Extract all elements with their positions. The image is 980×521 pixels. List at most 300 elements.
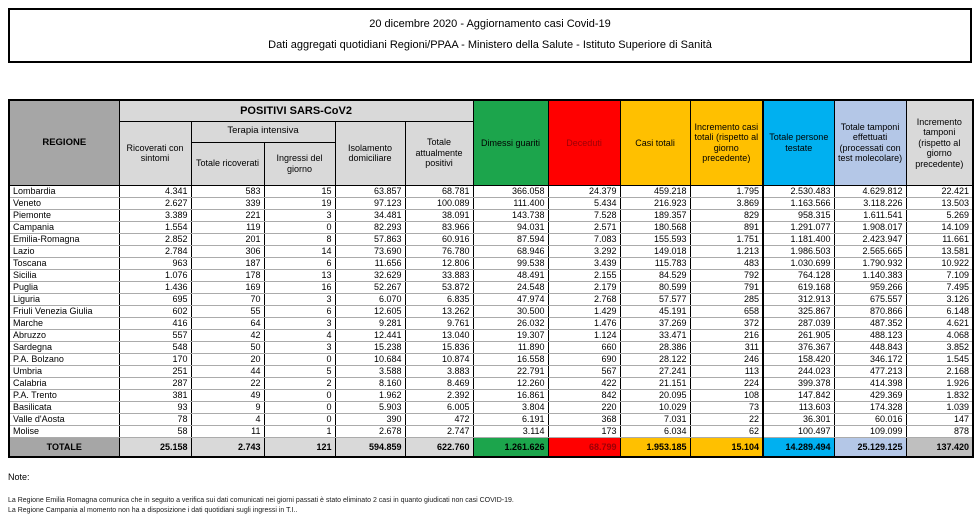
- value-cell: 174.328: [834, 401, 906, 413]
- value-cell: 1.163.566: [763, 197, 834, 209]
- report-source-line: Dati aggregati quotidiani Regioni/PPAA - Ministero della Salute - Istituto Superiore di Sanità: [268, 39, 712, 51]
- value-cell: 1.790.932: [834, 257, 906, 269]
- value-cell: 100.497: [763, 425, 834, 437]
- value-cell: 9.281: [335, 317, 405, 329]
- value-cell: 10.684: [335, 353, 405, 365]
- value-cell: 143.738: [473, 209, 548, 221]
- value-cell: 3.126: [906, 293, 973, 305]
- value-cell: 376.367: [763, 341, 834, 353]
- header-regione: REGIONE: [9, 100, 119, 185]
- value-cell: 1.476: [548, 317, 620, 329]
- region-name: Calabria: [9, 377, 119, 389]
- value-cell: 2.565.665: [834, 245, 906, 257]
- value-cell: 0: [264, 221, 335, 233]
- value-cell: 38.091: [405, 209, 473, 221]
- region-name: Toscana: [9, 257, 119, 269]
- region-name: Piemonte: [9, 209, 119, 221]
- header-persone-testate: Totale persone testate: [763, 100, 834, 185]
- value-cell: 12.441: [335, 329, 405, 341]
- total-value-cell: 2.743: [191, 437, 264, 457]
- value-cell: 311: [690, 341, 763, 353]
- value-cell: 57.577: [620, 293, 690, 305]
- value-cell: 1.076: [119, 269, 191, 281]
- value-cell: 958.315: [763, 209, 834, 221]
- value-cell: 488.123: [834, 329, 906, 341]
- value-cell: 10.922: [906, 257, 973, 269]
- value-cell: 60.016: [834, 413, 906, 425]
- value-cell: 155.593: [620, 233, 690, 245]
- value-cell: 1.545: [906, 353, 973, 365]
- table-row: [9, 233, 973, 245]
- region-name: Emilia-Romagna: [9, 233, 119, 245]
- value-cell: 220: [548, 401, 620, 413]
- value-cell: 187: [191, 257, 264, 269]
- value-cell: 49: [191, 389, 264, 401]
- value-cell: 42: [191, 329, 264, 341]
- total-value-cell: 121: [264, 437, 335, 457]
- value-cell: 285: [690, 293, 763, 305]
- value-cell: 80.599: [620, 281, 690, 293]
- value-cell: 312.913: [763, 293, 834, 305]
- value-cell: 5: [264, 365, 335, 377]
- value-cell: 1.291.077: [763, 221, 834, 233]
- header-ingressi-giorno: Ingressi del giorno: [264, 142, 335, 185]
- value-cell: 73.690: [335, 245, 405, 257]
- region-name: Sardegna: [9, 341, 119, 353]
- table-body: [9, 185, 973, 457]
- value-cell: 2.678: [335, 425, 405, 437]
- value-cell: 891: [690, 221, 763, 233]
- value-cell: 221: [191, 209, 264, 221]
- header-totale-ricoverati: Totale ricoverati: [191, 142, 264, 185]
- value-cell: 1.039: [906, 401, 973, 413]
- value-cell: 325.867: [763, 305, 834, 317]
- table-row: [9, 317, 973, 329]
- value-cell: 16.558: [473, 353, 548, 365]
- value-cell: 14.109: [906, 221, 973, 233]
- value-cell: 216: [690, 329, 763, 341]
- value-cell: 27.241: [620, 365, 690, 377]
- value-cell: 658: [690, 305, 763, 317]
- value-cell: 3.114: [473, 425, 548, 437]
- value-cell: 2.852: [119, 233, 191, 245]
- value-cell: 6.034: [620, 425, 690, 437]
- value-cell: 1.030.699: [763, 257, 834, 269]
- value-cell: 2: [264, 377, 335, 389]
- table-row: [9, 221, 973, 233]
- header-attualmente-positivi: Totale attualmente positivi: [405, 121, 473, 185]
- table-row: [9, 293, 973, 305]
- header-terapia-intensiva-group: Terapia intensiva: [191, 121, 335, 142]
- note-line-1: La Regione Emilia Romagna comunica che in seguito a verifica sui dati comunicati nei giorni passati è stato eliminato 2 casi in quanto giudicati non casi COVID-19.: [8, 496, 514, 504]
- value-cell: 45.191: [620, 305, 690, 317]
- value-cell: 22: [690, 413, 763, 425]
- table-row: [9, 245, 973, 257]
- table-row: [9, 401, 973, 413]
- value-cell: 55: [191, 305, 264, 317]
- value-cell: 83.966: [405, 221, 473, 233]
- total-value-cell: 25.158: [119, 437, 191, 457]
- value-cell: 13.040: [405, 329, 473, 341]
- value-cell: 372: [690, 317, 763, 329]
- table-row: [9, 305, 973, 317]
- value-cell: 5.434: [548, 197, 620, 209]
- value-cell: 1.140.383: [834, 269, 906, 281]
- value-cell: 87.594: [473, 233, 548, 245]
- region-name: Puglia: [9, 281, 119, 293]
- value-cell: 12.605: [335, 305, 405, 317]
- value-cell: 111.400: [473, 197, 548, 209]
- value-cell: 3: [264, 341, 335, 353]
- total-value-cell: 622.760: [405, 437, 473, 457]
- region-name: Valle d'Aosta: [9, 413, 119, 425]
- value-cell: 22: [191, 377, 264, 389]
- value-cell: 0: [264, 413, 335, 425]
- value-cell: 108: [690, 389, 763, 401]
- value-cell: 3.389: [119, 209, 191, 221]
- value-cell: 429.369: [834, 389, 906, 401]
- value-cell: 13.503: [906, 197, 973, 209]
- value-cell: 73: [690, 401, 763, 413]
- value-cell: 690: [548, 353, 620, 365]
- value-cell: 251: [119, 365, 191, 377]
- value-cell: 3.852: [906, 341, 973, 353]
- region-name: P.A. Bolzano: [9, 353, 119, 365]
- value-cell: 2.179: [548, 281, 620, 293]
- header-casi-totali: Casi totali: [620, 100, 690, 185]
- report-date-line: 20 dicembre 2020 - Aggiornamento casi Covid-19: [369, 18, 611, 30]
- total-row: [9, 437, 973, 457]
- table-row: [9, 353, 973, 365]
- value-cell: 26.032: [473, 317, 548, 329]
- value-cell: 6.070: [335, 293, 405, 305]
- table-row: [9, 329, 973, 341]
- region-name: Marche: [9, 317, 119, 329]
- value-cell: 1.124: [548, 329, 620, 341]
- value-cell: 3.292: [548, 245, 620, 257]
- value-cell: 2.747: [405, 425, 473, 437]
- value-cell: 109.099: [834, 425, 906, 437]
- value-cell: 2.784: [119, 245, 191, 257]
- total-value-cell: 25.129.125: [834, 437, 906, 457]
- value-cell: 47.974: [473, 293, 548, 305]
- value-cell: 68.781: [405, 185, 473, 197]
- value-cell: 2.530.483: [763, 185, 834, 197]
- value-cell: 6: [264, 305, 335, 317]
- total-value-cell: 14.289.494: [763, 437, 834, 457]
- value-cell: 548: [119, 341, 191, 353]
- value-cell: 36.301: [763, 413, 834, 425]
- value-cell: 1.429: [548, 305, 620, 317]
- value-cell: 381: [119, 389, 191, 401]
- value-cell: 63.857: [335, 185, 405, 197]
- region-name: Veneto: [9, 197, 119, 209]
- value-cell: 878: [906, 425, 973, 437]
- value-cell: 5.903: [335, 401, 405, 413]
- value-cell: 20.095: [620, 389, 690, 401]
- value-cell: 8.469: [405, 377, 473, 389]
- value-cell: 602: [119, 305, 191, 317]
- value-cell: 399.378: [763, 377, 834, 389]
- table-row: [9, 257, 973, 269]
- table-row: [9, 365, 973, 377]
- value-cell: 24.379: [548, 185, 620, 197]
- value-cell: 3: [264, 317, 335, 329]
- region-name: Molise: [9, 425, 119, 437]
- value-cell: 12.260: [473, 377, 548, 389]
- value-cell: 24.548: [473, 281, 548, 293]
- value-cell: 180.568: [620, 221, 690, 233]
- value-cell: 2.155: [548, 269, 620, 281]
- value-cell: 306: [191, 245, 264, 257]
- value-cell: 10.874: [405, 353, 473, 365]
- value-cell: 11.656: [335, 257, 405, 269]
- value-cell: 346.172: [834, 353, 906, 365]
- value-cell: 6.005: [405, 401, 473, 413]
- value-cell: 3.588: [335, 365, 405, 377]
- value-cell: 366.058: [473, 185, 548, 197]
- value-cell: 94.031: [473, 221, 548, 233]
- value-cell: 189.357: [620, 209, 690, 221]
- value-cell: 37.269: [620, 317, 690, 329]
- value-cell: 53.872: [405, 281, 473, 293]
- value-cell: 3: [264, 293, 335, 305]
- value-cell: 675.557: [834, 293, 906, 305]
- region-name: Sicilia: [9, 269, 119, 281]
- value-cell: 416: [119, 317, 191, 329]
- value-cell: 3.883: [405, 365, 473, 377]
- value-cell: 64: [191, 317, 264, 329]
- value-cell: 147: [906, 413, 973, 425]
- header-incremento-casi: Incremento casi totali (rispetto al giorno precedente): [690, 100, 763, 185]
- value-cell: 16.861: [473, 389, 548, 401]
- value-cell: 287: [119, 377, 191, 389]
- value-cell: 1.908.017: [834, 221, 906, 233]
- value-cell: 10.029: [620, 401, 690, 413]
- header-incremento-tamponi: Incremento tamponi (rispetto al giorno precedente): [906, 100, 973, 185]
- value-cell: 2.423.947: [834, 233, 906, 245]
- value-cell: 2.768: [548, 293, 620, 305]
- value-cell: 30.500: [473, 305, 548, 317]
- value-cell: 1.436: [119, 281, 191, 293]
- total-label: TOTALE: [9, 437, 119, 457]
- table-row: [9, 281, 973, 293]
- value-cell: 5.269: [906, 209, 973, 221]
- value-cell: 57.863: [335, 233, 405, 245]
- value-cell: 422: [548, 377, 620, 389]
- value-cell: 3.439: [548, 257, 620, 269]
- value-cell: 0: [264, 353, 335, 365]
- value-cell: 3.118.226: [834, 197, 906, 209]
- value-cell: 7.083: [548, 233, 620, 245]
- value-cell: 459.218: [620, 185, 690, 197]
- value-cell: 1.962: [335, 389, 405, 401]
- value-cell: 2.627: [119, 197, 191, 209]
- value-cell: 4.068: [906, 329, 973, 341]
- header-positivi-group: POSITIVI SARS-CoV2: [119, 100, 473, 121]
- value-cell: 28.386: [620, 341, 690, 353]
- header-dimessi-guariti: Dimessi guariti: [473, 100, 548, 185]
- value-cell: 224: [690, 377, 763, 389]
- table-row: [9, 389, 973, 401]
- value-cell: 567: [548, 365, 620, 377]
- value-cell: 22.791: [473, 365, 548, 377]
- value-cell: 7.528: [548, 209, 620, 221]
- value-cell: 14: [264, 245, 335, 257]
- value-cell: 119: [191, 221, 264, 233]
- value-cell: 2.392: [405, 389, 473, 401]
- value-cell: 261.905: [763, 329, 834, 341]
- value-cell: 4: [191, 413, 264, 425]
- value-cell: 1.832: [906, 389, 973, 401]
- value-cell: 1.751: [690, 233, 763, 245]
- header-tamponi: Totale tamponi effettuati (processati con test molecolare): [834, 100, 906, 185]
- value-cell: 11.890: [473, 341, 548, 353]
- notes-section: [8, 472, 972, 516]
- value-cell: 9.761: [405, 317, 473, 329]
- value-cell: 4.621: [906, 317, 973, 329]
- value-cell: 169: [191, 281, 264, 293]
- value-cell: 52.267: [335, 281, 405, 293]
- value-cell: 113: [690, 365, 763, 377]
- value-cell: 32.629: [335, 269, 405, 281]
- region-name: Basilicata: [9, 401, 119, 413]
- value-cell: 15.836: [405, 341, 473, 353]
- value-cell: 1.926: [906, 377, 973, 389]
- value-cell: 6: [264, 257, 335, 269]
- value-cell: 82.293: [335, 221, 405, 233]
- table-header: [9, 100, 973, 185]
- value-cell: 6.835: [405, 293, 473, 305]
- value-cell: 483: [690, 257, 763, 269]
- value-cell: 15: [264, 185, 335, 197]
- value-cell: 870.866: [834, 305, 906, 317]
- value-cell: 829: [690, 209, 763, 221]
- value-cell: 287.039: [763, 317, 834, 329]
- value-cell: 619.168: [763, 281, 834, 293]
- value-cell: 50: [191, 341, 264, 353]
- value-cell: 6.191: [473, 413, 548, 425]
- value-cell: 99.538: [473, 257, 548, 269]
- value-cell: 70: [191, 293, 264, 305]
- value-cell: 34.481: [335, 209, 405, 221]
- header-ricoverati-sintomi: Ricoverati con sintomi: [119, 121, 191, 185]
- value-cell: 93: [119, 401, 191, 413]
- value-cell: 4.629.812: [834, 185, 906, 197]
- value-cell: 84.529: [620, 269, 690, 281]
- table-row: [9, 413, 973, 425]
- value-cell: 21.151: [620, 377, 690, 389]
- value-cell: 15.238: [335, 341, 405, 353]
- value-cell: 246: [690, 353, 763, 365]
- value-cell: 19.307: [473, 329, 548, 341]
- total-value-cell: 1.953.185: [620, 437, 690, 457]
- value-cell: 3.804: [473, 401, 548, 413]
- total-value-cell: 594.859: [335, 437, 405, 457]
- table-row: [9, 269, 973, 281]
- value-cell: 7.495: [906, 281, 973, 293]
- value-cell: 11: [191, 425, 264, 437]
- value-cell: 178: [191, 269, 264, 281]
- value-cell: 1: [264, 425, 335, 437]
- value-cell: 13.262: [405, 305, 473, 317]
- total-value-cell: 1.261.626: [473, 437, 548, 457]
- value-cell: 173: [548, 425, 620, 437]
- value-cell: 557: [119, 329, 191, 341]
- table-row: [9, 341, 973, 353]
- region-name: Liguria: [9, 293, 119, 305]
- value-cell: 414.398: [834, 377, 906, 389]
- value-cell: 448.843: [834, 341, 906, 353]
- value-cell: 12.806: [405, 257, 473, 269]
- value-cell: 6.148: [906, 305, 973, 317]
- value-cell: 842: [548, 389, 620, 401]
- notes-title: Note:: [8, 471, 30, 482]
- value-cell: 339: [191, 197, 264, 209]
- value-cell: 0: [264, 389, 335, 401]
- value-cell: 28.122: [620, 353, 690, 365]
- value-cell: 3.869: [690, 197, 763, 209]
- value-cell: 97.123: [335, 197, 405, 209]
- value-cell: 244.023: [763, 365, 834, 377]
- value-cell: 1.213: [690, 245, 763, 257]
- header-isolamento-domiciliare: Isolamento domiciliare: [335, 121, 405, 185]
- value-cell: 472: [405, 413, 473, 425]
- table-row: [9, 377, 973, 389]
- value-cell: 8: [264, 233, 335, 245]
- value-cell: 959.266: [834, 281, 906, 293]
- value-cell: 13.581: [906, 245, 973, 257]
- value-cell: 19: [264, 197, 335, 209]
- value-cell: 62: [690, 425, 763, 437]
- value-cell: 44: [191, 365, 264, 377]
- value-cell: 58: [119, 425, 191, 437]
- value-cell: 78: [119, 413, 191, 425]
- value-cell: 33.883: [405, 269, 473, 281]
- value-cell: 11.661: [906, 233, 973, 245]
- value-cell: 100.089: [405, 197, 473, 209]
- value-cell: 791: [690, 281, 763, 293]
- value-cell: 13: [264, 269, 335, 281]
- value-cell: 201: [191, 233, 264, 245]
- value-cell: 115.783: [620, 257, 690, 269]
- value-cell: 8.160: [335, 377, 405, 389]
- table-row: [9, 185, 973, 197]
- region-name: Campania: [9, 221, 119, 233]
- value-cell: 170: [119, 353, 191, 365]
- value-cell: 963: [119, 257, 191, 269]
- note-line-2: La Regione Campania al momento non ha a disposizione i dati quotidiani sugli ingressi in T.I..: [8, 506, 298, 514]
- title-box: [8, 8, 972, 63]
- value-cell: 3: [264, 209, 335, 221]
- table-row: [9, 209, 973, 221]
- value-cell: 9: [191, 401, 264, 413]
- value-cell: 22.421: [906, 185, 973, 197]
- value-cell: 0: [264, 401, 335, 413]
- value-cell: 48.491: [473, 269, 548, 281]
- value-cell: 7.109: [906, 269, 973, 281]
- value-cell: 1.795: [690, 185, 763, 197]
- covid-data-table: [8, 99, 974, 458]
- value-cell: 792: [690, 269, 763, 281]
- value-cell: 695: [119, 293, 191, 305]
- value-cell: 4: [264, 329, 335, 341]
- region-name: Lazio: [9, 245, 119, 257]
- value-cell: 2.571: [548, 221, 620, 233]
- value-cell: 477.213: [834, 365, 906, 377]
- region-name: Abruzzo: [9, 329, 119, 341]
- value-cell: 60.916: [405, 233, 473, 245]
